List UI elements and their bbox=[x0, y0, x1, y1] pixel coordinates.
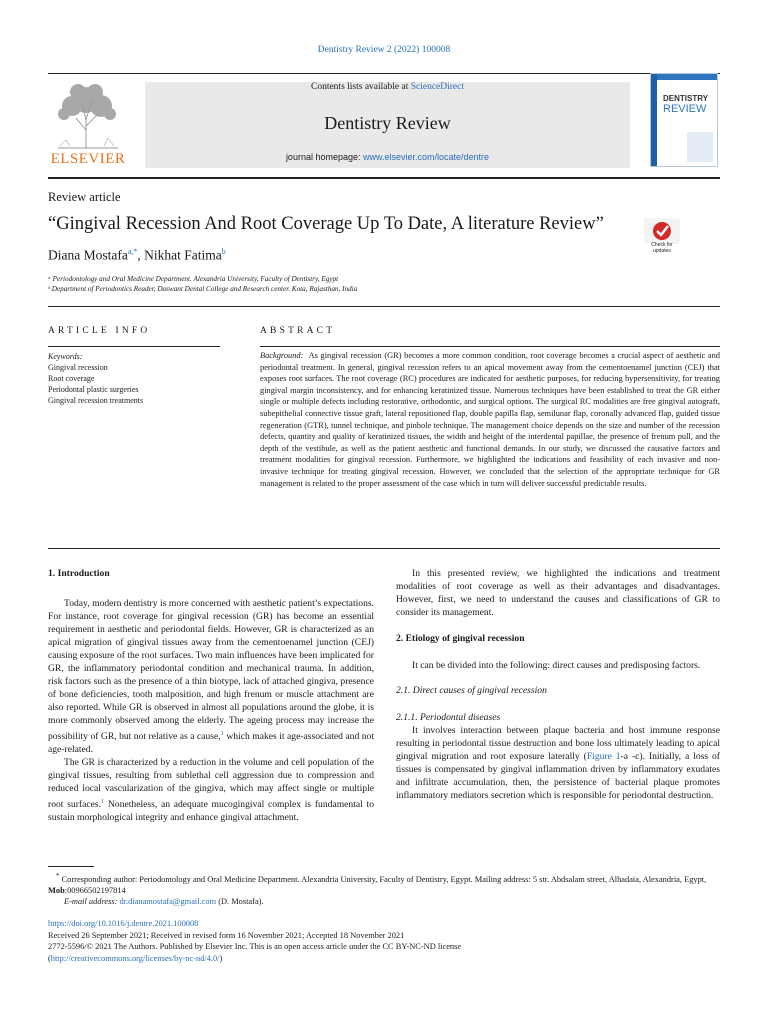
affiliations bbox=[48, 274, 357, 294]
paren-close: ) bbox=[219, 953, 223, 963]
affiliations-rule bbox=[48, 306, 720, 307]
cover-top-band bbox=[657, 74, 718, 80]
article-info-heading: ARTICLE INFO bbox=[48, 326, 151, 336]
journal-title: Dentistry Review bbox=[324, 113, 451, 133]
sciencedirect-link[interactable]: ScienceDirect bbox=[410, 82, 464, 92]
body-column-left bbox=[48, 567, 374, 824]
cover-stripe bbox=[651, 74, 657, 167]
author-name[interactable]: Diana Mostafa bbox=[48, 247, 128, 263]
figure-link[interactable]: Figure 1 bbox=[586, 751, 621, 762]
body-column-right bbox=[396, 567, 720, 802]
keyword-item: Periodontal plastic surgeries bbox=[48, 385, 139, 394]
contents-prefix: Contents lists available at bbox=[310, 82, 411, 92]
paragraph-text: -a -c). Initially, a loss of tissues is compensated by gingival inflammation driven by inflammatory exudates and infiltrate accumulation, then, the persistence of bacterial plaque promotes inflammatory mediators secretion which is responsible for periodontal destruction. bbox=[396, 751, 720, 801]
abstract-bottom-rule bbox=[48, 548, 720, 549]
masthead-bottom-rule bbox=[48, 177, 720, 179]
keyword-item: Gingival recession treatments bbox=[48, 396, 144, 405]
journal-reference-link[interactable]: Dentistry Review 2 (2022) 100008 bbox=[317, 45, 451, 55]
article-info-rule bbox=[48, 346, 220, 347]
contents-line bbox=[145, 82, 630, 92]
license-statement: 2772-5596/© 2021 The Authors. Published by Elsevier Inc. This is an open access article under the CC BY-NC-ND license bbox=[48, 942, 462, 952]
email-link[interactable]: dr.dianamostafa@gmail.com bbox=[119, 897, 217, 907]
masthead-top-rule bbox=[48, 73, 720, 74]
article-title: “Gingival Recession And Root Coverage Up To Date, A literature Review” bbox=[48, 214, 604, 234]
crossmark-label-2: updates bbox=[653, 248, 671, 254]
publication-info bbox=[48, 918, 720, 964]
homepage-prefix: journal homepage: bbox=[285, 152, 363, 162]
email-line bbox=[48, 896, 720, 907]
article-type: Review article bbox=[48, 190, 121, 204]
elsevier-wordmark: ELSEVIER bbox=[50, 151, 126, 167]
abstract-body: As gingival recession (GR) becomes a more common condition, root coverage becomes a crucial aspect of aesthetic and periodontal treatment. In general, gingival recession refers to an apical movement away from the cementoenamel junction (CEJ) that exposes root surfaces. The root coverage (RC) procedures are indicated for aesthetic purposes, for reducing hypersensitivity, for treating gingival margin inconsistency, and for enhancing keratinized tissue. Numerous techniques have been established to treat the GR either single or multiple defects including restorative, orthodontic, and surgical options. The surgical RC modalities are free gingival autograft, subepithelial connective tissue graft, lateral repositioned flap, double papilla flap, semilunar flap, coronally advanced flap, guided tissue regeneration (GTR), tunnel technique, and pinhole technique. The management choice depends on the size and number of the recession defects, quantity and quality of keratinized tissues, the width and height of the interdental papillae, the presence of frenum pull, and the depth of the vestibule, as well as the patient aesthetic and functional demands. In our study, we discussed the causative factors and treatment modalities for gingival recession. Furthermore, we highlighted the indications and feasibility of each invasive and non-invasive technique for treating gingival recession. However, we concluded that the selection of the appropriate technique for GR management is related to the proper assessment of the case which in turn will deliver successful predictable results. bbox=[260, 351, 720, 488]
abstract-rule bbox=[260, 346, 720, 347]
citation-link[interactable]: 1 bbox=[220, 730, 224, 737]
keyword-item: Gingival recession bbox=[48, 363, 108, 372]
crossmark-icon bbox=[644, 218, 680, 244]
mob-label: Mob bbox=[48, 886, 65, 896]
abstract-background-label: Background: bbox=[260, 351, 304, 360]
email-suffix: (D. Mostafa). bbox=[216, 897, 264, 907]
cover-title-line1: DENTISTRY bbox=[663, 94, 709, 103]
author-name[interactable]: Nikhat Fatima bbox=[144, 247, 222, 263]
abstract-heading: ABSTRACT bbox=[260, 326, 336, 336]
citation-link[interactable]: 1 bbox=[101, 798, 105, 806]
keyword-item: Root coverage bbox=[48, 374, 95, 383]
author-affil-marker[interactable]: a,* bbox=[127, 247, 138, 256]
paragraph-text: It involves interaction between plaque bacteria and host immune response resulting in periodontal tissue destruction and bone loss ultimately leading to apical gingival migration and root exposure laterally ( bbox=[396, 725, 720, 762]
author-separator: , bbox=[137, 247, 145, 263]
footnote-rule bbox=[48, 866, 94, 867]
doi-link[interactable]: https://doi.org/10.1016/j.dentre.2021.100008 bbox=[48, 919, 199, 928]
cover-graphic bbox=[687, 132, 713, 162]
author-list bbox=[48, 247, 226, 264]
footnote-marker: * bbox=[56, 872, 60, 880]
affiliation-b: ᵇ Department of Periodontics Reader, Daswant Dental College and Research center. Kota, Rajasthan, India bbox=[48, 285, 358, 293]
paragraph-text: Nonetheless, an adequate mucogingival complex is fundamental to sustain morphological integrity and enhance gingival attachment. bbox=[48, 799, 374, 824]
paragraph-text: which makes it age-associated and not age-related. bbox=[48, 731, 374, 756]
homepage-link[interactable]: www.elsevier.com/locate/dentre bbox=[363, 152, 490, 162]
section-1-heading: 1. Introduction bbox=[48, 568, 110, 579]
affiliation-a: ᵃ Periodontology and Oral Medicine Department. Alexandria University, Faculty of Dentistry, Egypt bbox=[48, 275, 339, 283]
abstract-text bbox=[260, 350, 720, 489]
body-paragraph: In this presented review, we highlighted the indications and treatment modalities of root coverage as well as their advantages and disadvantages. However, first, we need to understand the causes and classifications of GR to consider its management. bbox=[396, 568, 720, 618]
corresponding-author-note bbox=[48, 871, 720, 896]
body-paragraph bbox=[396, 724, 720, 802]
cover-title-line2: REVIEW bbox=[663, 103, 707, 115]
keywords-block bbox=[48, 351, 143, 406]
paragraph-text: Today, modern dentistry is more concerned with aesthetic patient’s expectations. For instance, root coverage for gingival recession (GR) has become an essential requirement in aesthetic and periodontal fields. However, GR is characterized as an apical migration of gingival tissues away from the cementoenamel junction (CEJ) causing exposure of the root surfaces. Two main influences have been implicated for GR, the inflammatory periodontal condition and mechanical trauma. In addition, risk factors such as the presence of a thin biotype, lack of attached gingiva, presence of bone deficiencies, tooth malposition, and high frenum or muscle attachment are also reported. While GR is observed in almost all populations around the globe, it is more commonly observed among the elderly. The ageing process may increase the possibility of GR, but not relative as a cause, bbox=[48, 598, 374, 743]
section-2-1-heading: 2.1. Direct causes of gingival recession bbox=[396, 685, 547, 696]
keywords-label: Keywords: bbox=[48, 352, 83, 361]
license-url-line bbox=[48, 953, 720, 965]
email-label: E-mail address: bbox=[64, 897, 118, 907]
footnote bbox=[48, 871, 720, 908]
corresponding-text: Corresponding author: Periodontology and Oral Medicine Department. Alexandria University, Faculty of Dentistry, Egypt. Mailing address: 5 str. Abdsalam street, Alhadaia, Alexandria, Egypt, bbox=[61, 874, 707, 884]
section-2-1-1-heading: 2.1.1. Periodontal diseases bbox=[396, 712, 501, 723]
body-paragraph bbox=[48, 756, 374, 824]
received-dates: Received 26 September 2021; Received in revised form 16 November 2021; Accepted 18 November 2021 bbox=[48, 930, 405, 940]
mob-number: :00966502197814 bbox=[64, 886, 126, 896]
journal-cover-thumbnail[interactable] bbox=[650, 73, 718, 167]
body-paragraph: It can be divided into the following: direct causes and predisposing factors. bbox=[412, 660, 701, 671]
elsevier-logo[interactable] bbox=[48, 80, 128, 170]
check-for-updates-badge[interactable] bbox=[644, 218, 680, 256]
section-2-heading: 2. Etiology of gingival recession bbox=[396, 633, 525, 644]
body-paragraph bbox=[48, 597, 374, 756]
paren-open: ( bbox=[48, 953, 51, 963]
license-link[interactable]: http://creativecommons.org/licenses/by-nc-nd/4.0/ bbox=[50, 953, 220, 963]
paragraph-text: The GR is characterized by a reduction in the volume and cell population of the gingival tissues, resulting from sublethal cell aggression due to compression and reduced local vascularization of the gingiva, which may affect single or multiple root surfaces. bbox=[48, 757, 374, 811]
author-affil-marker[interactable]: b bbox=[221, 247, 226, 256]
crossmark-label-1: Check for bbox=[651, 242, 673, 248]
homepage-line bbox=[145, 152, 630, 162]
